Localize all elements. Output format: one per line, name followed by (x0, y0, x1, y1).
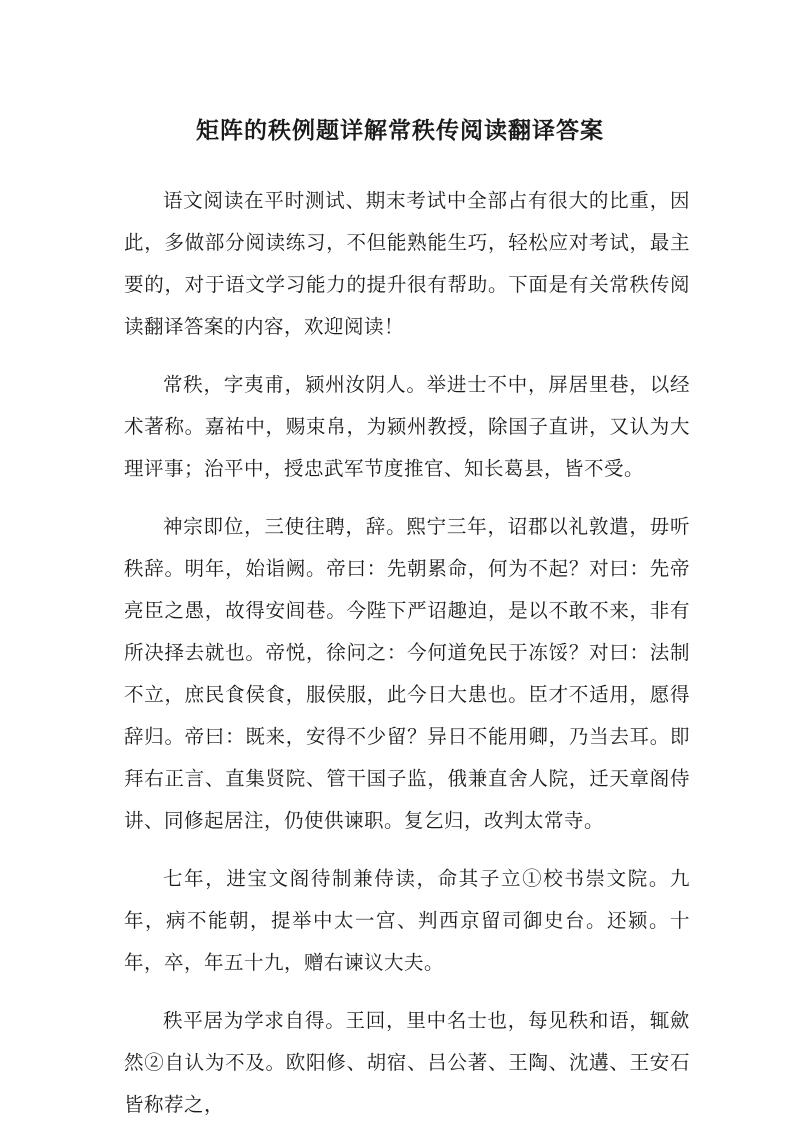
document-title: 矩阵的秩例题详解常秩传阅读翻译答案 (196, 117, 604, 145)
document-body (124, 180, 690, 1142)
paragraph-later-years: 七年，进宝文阁待制兼侍读，命其子立①校书崇文院。九年，病不能朝，提举中太一宫、判西京留司御史台。还颍。十年，卒，年五十九，赠右谏议大夫。 (124, 867, 690, 974)
paragraph-shenzong: 神宗即位，三使往聘，辞。熙宁三年，诏郡以礼敦遣，毋听秩辞。明年，始诣阙。帝曰：先朝累命，何为不起？对曰：先帝亮臣之愚，故得安闾巷。今陛下严诏趣迫，是以不敢不来，非有所决择去就也。帝悦，徐问之：今何道免民于冻馁？对曰：法制不立，庶民食侯食，服侯服，此今日大患也。臣才不适用，愿得辞归。帝曰：既来，安得不少留？异日不能用卿，乃当去耳。即拜右正言、直集贤院、管干国子监，俄兼直舍人院，迁天章阁侍讲、同修起居注，仍使供谏职。复乞归，改判太常寺。 (124, 515, 690, 832)
paragraph-intro: 语文阅读在平时测试、期末考试中全部占有很大的比重，因此，多做部分阅读练习，不但能熟能生巧，轻松应对考试，最主要的，对于语文学习能力的提升很有帮助。下面是有关常秩传阅读翻译答案的内容，欢迎阅读！ (124, 189, 690, 338)
paragraph-biography: 常秩，字夷甫，颍州汝阴人。举进士不中，屏居里巷，以经术著称。嘉祐中，赐束帛，为颍州教授，除国子直讲，又认为大理评事；治平中，授忠武军节度推官、知长葛县，皆不受。 (124, 373, 690, 480)
paragraph-scholarship: 秩平居为学求自得。王回，里中名士也，每见秩和语，辄歛然②自认为不及。欧阳修、胡宿、吕公著、王陶、沈遘、王安石皆称荐之， (124, 1009, 690, 1116)
